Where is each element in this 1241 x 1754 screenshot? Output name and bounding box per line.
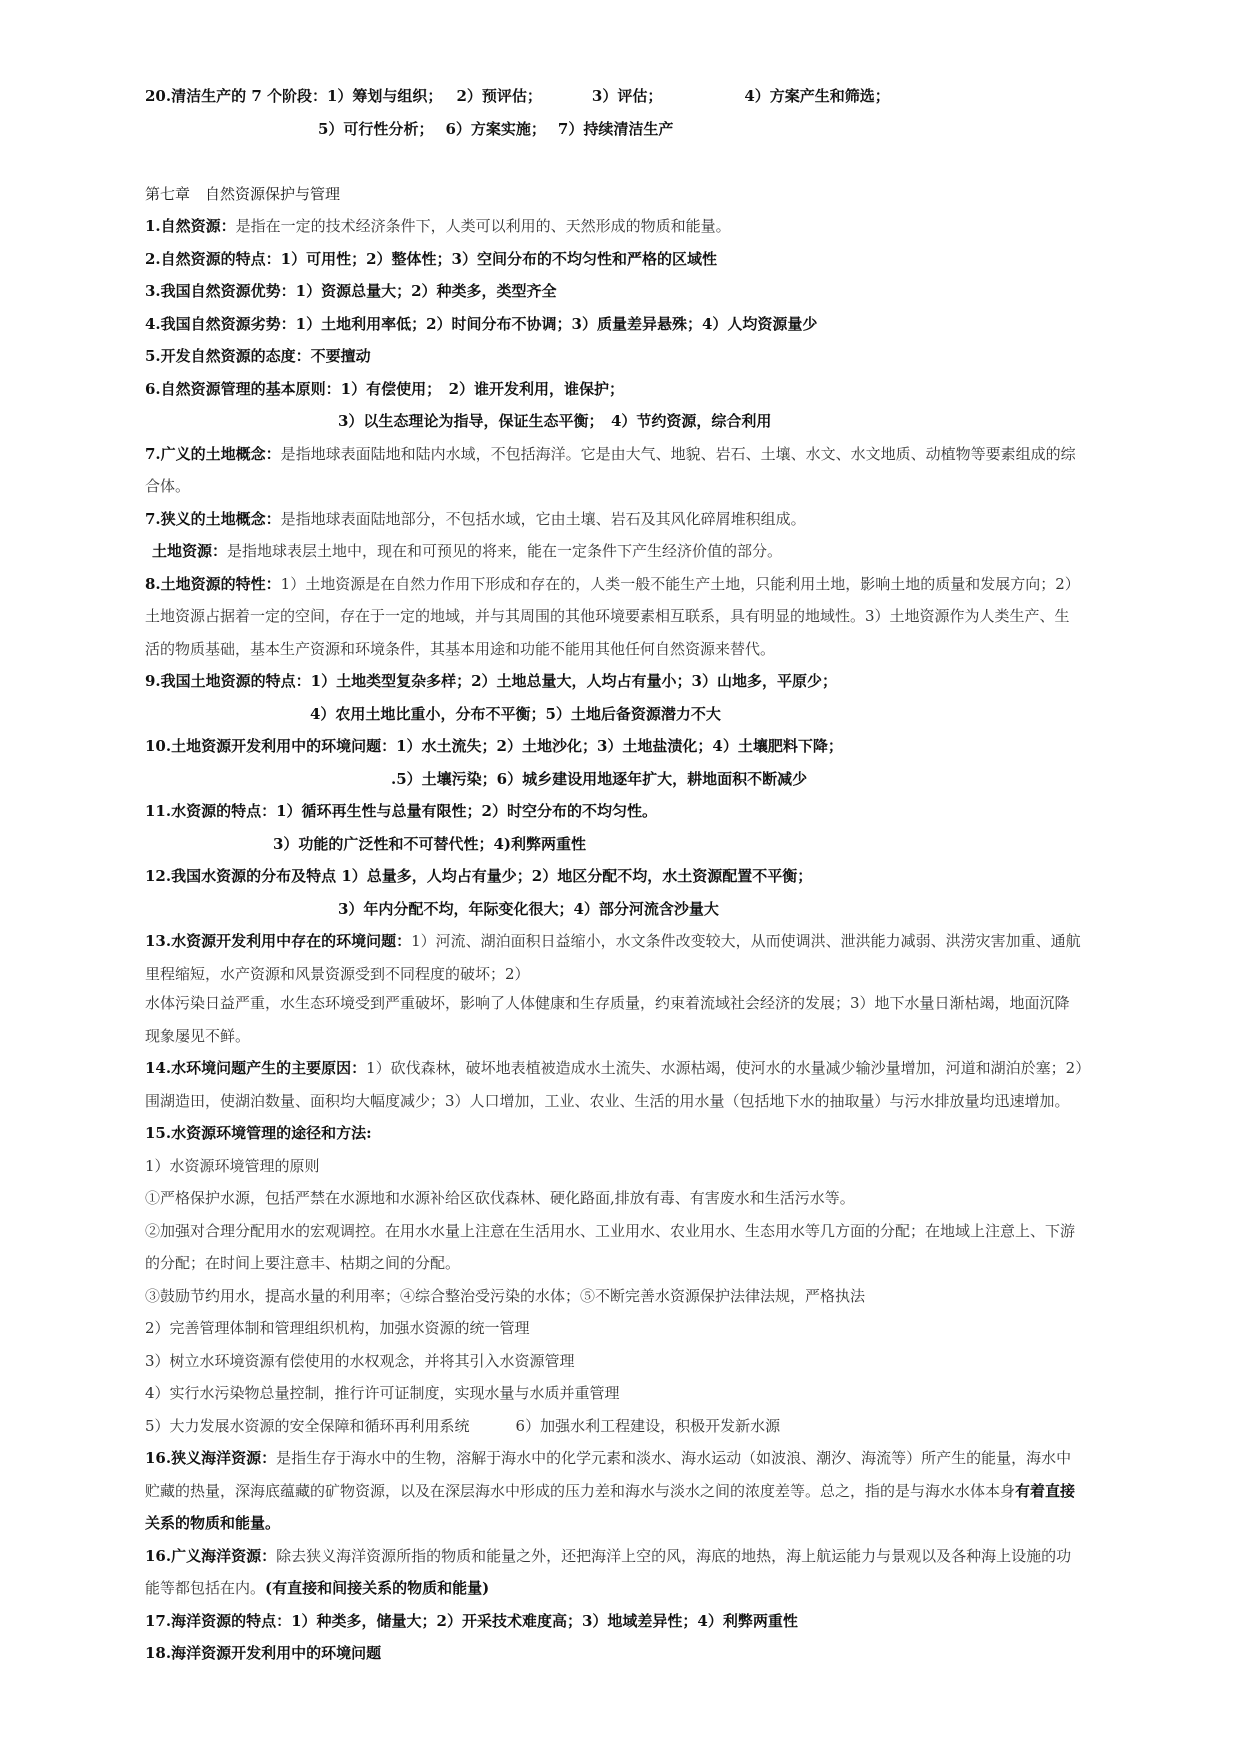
item-10-text2: .5）土壤污染；6）城乡建设用地逐年扩大，耕地面积不断减少 bbox=[391, 770, 808, 788]
land-resource-label: 土地资源： bbox=[152, 542, 228, 560]
stage-3: 3）评估； bbox=[591, 87, 663, 105]
item-15-p7 bbox=[145, 1383, 620, 1403]
chapter-title-text: 第七章 自然资源保护与管理 bbox=[145, 185, 341, 203]
item-7a-line1 bbox=[145, 444, 1076, 464]
item-15-p3a-text: ②加强对合理分配用水的宏观调控。在用水水量上注意在生活用水、工业用水、农业用水、生态用水等几方面的分配；在地域上注意上、下游 bbox=[145, 1222, 1076, 1240]
land-resource bbox=[152, 541, 782, 561]
item-15-label: 15.水资源环境管理的途径和方法: bbox=[145, 1124, 372, 1142]
item-12-text2: 3）年内分配不均，年际变化很大；4）部分河流含沙量大 bbox=[338, 900, 719, 918]
item-6-text2: 3）以生态理论为指导，保证生态平衡； 4）节约资源，综合利用 bbox=[338, 412, 772, 430]
item-5 bbox=[145, 346, 371, 366]
item-8-text2: 土地资源占据着一定的空间，存在于一定的地域，并与其周围的其他环境要素相互联系，具有明显的地域性。3）土地资源作为人类生产、生 bbox=[145, 607, 1070, 625]
item-13-line1 bbox=[145, 931, 1081, 951]
stage-5: 5）可行性分析； bbox=[318, 120, 434, 138]
item-7b-label: 7.狭义的土地概念： bbox=[145, 510, 281, 528]
item-16b-text2-bold: (有直接和间接关系的物质和能量) bbox=[265, 1579, 490, 1597]
item-20-line2 bbox=[318, 119, 673, 139]
item-16a-text2-bold: 有着直接 bbox=[1015, 1482, 1076, 1500]
item-15-p3b bbox=[145, 1253, 460, 1273]
item-13-text2: 里程缩短，水产资源和风景资源受到不同程度的破坏；2） bbox=[145, 965, 530, 983]
item-7a-text1: 是指地球表面陆地和陆内水域，不包括海洋。它是由大气、地貌、岩石、土壤、水文、水文地质、动植物等要素组成的综 bbox=[280, 445, 1076, 463]
item-2 bbox=[145, 249, 717, 269]
land-resource-text: 是指地球表层土地中，现在和可预见的将来，能在一定条件下产生经济价值的部分。 bbox=[227, 542, 783, 560]
item-10-line2 bbox=[391, 769, 807, 789]
item-11-text1: 11.水资源的特点：1）循环再生性与总量有限性；2）时空分布的不均匀性。 bbox=[145, 802, 657, 820]
item-3 bbox=[145, 281, 557, 301]
item-16a-line3 bbox=[145, 1513, 280, 1533]
item-5-text: 5.开发自然资源的态度：不要擅动 bbox=[145, 347, 371, 365]
item-8-label: 8.土地资源的特性： bbox=[145, 575, 281, 593]
item-2-text: 2.自然资源的特点：1）可用性；2）整体性；3）空间分布的不均匀性和严格的区域性 bbox=[145, 250, 717, 268]
item-11-text2: 3）功能的广泛性和不可替代性；4)利弊两重性 bbox=[273, 835, 586, 853]
item-13-label: 13.水资源开发利用中存在的环境问题： bbox=[145, 932, 412, 950]
item-9-text2: 4）农用土地比重小，分布不平衡；5）土地后备资源潜力不大 bbox=[310, 705, 721, 723]
item-16b-line1 bbox=[145, 1546, 1071, 1566]
item-4-text: 4.我国自然资源劣势：1）土地利用率低；2）时间分布不协调；3）质量差异悬殊；4）人均资源量少 bbox=[145, 315, 818, 333]
item-4 bbox=[145, 314, 817, 334]
item-10-line1 bbox=[145, 736, 843, 756]
item-16b-text1: 除去狭义海洋资源所指的物质和能量之外，还把海洋上空的风，海底的地热，海上航运能力与景观以及各种海上设施的功 bbox=[276, 1547, 1072, 1565]
item-16a-label: 16.狭义海洋资源： bbox=[145, 1449, 277, 1467]
item-18-text: 18.海洋资源开发利用中的环境问题 bbox=[145, 1644, 382, 1662]
item-6-text1: 6.自然资源管理的基本原则：1）有偿使用； 2）谁开发利用，谁保护； bbox=[145, 380, 625, 398]
chapter-title bbox=[145, 184, 340, 204]
item-15-p6 bbox=[145, 1351, 575, 1371]
item-16a-text2: 贮藏的热量，深海底蕴藏的矿物资源，以及在深层海水中形成的压力差和海水与淡水之间的浓度差等。总之，指的是与海水水体本身 bbox=[145, 1482, 1016, 1500]
item-10-text1: 10.土地资源开发利用中的环境问题：1）水土流失；2）土地沙化；3）土地盐渍化；4）土壤肥料下降； bbox=[145, 737, 843, 755]
item-15-p5 bbox=[145, 1318, 530, 1338]
item-7b bbox=[145, 509, 806, 529]
item-15-p3a bbox=[145, 1221, 1075, 1241]
item-6-line2 bbox=[338, 411, 771, 431]
item-20-label: 20.清洁生产的 7 个阶段： bbox=[145, 87, 327, 105]
item-15-p2 bbox=[145, 1188, 855, 1208]
stage-4: 4）方案产生和筛选； bbox=[744, 87, 890, 105]
item-13-line2 bbox=[145, 964, 530, 984]
item-17 bbox=[145, 1611, 798, 1631]
item-12-text1: 12.我国水资源的分布及特点 1）总量多，人均占有量少；2）地区分配不均，水土资源配置不平衡； bbox=[145, 867, 813, 885]
item-13-line4 bbox=[145, 1026, 250, 1046]
item-15-p3b-text: 的分配；在时间上要注意丰、枯期之间的分配。 bbox=[145, 1254, 461, 1272]
item-1-label: 1.自然资源： bbox=[145, 217, 236, 235]
item-14-label: 14.水环境问题产生的主要原因： bbox=[145, 1059, 367, 1077]
item-15-p8 bbox=[145, 1416, 780, 1436]
item-6-line1 bbox=[145, 379, 624, 399]
item-3-text: 3.我国自然资源优势：1）资源总量大；2）种类多，类型齐全 bbox=[145, 282, 557, 300]
item-9-line2 bbox=[310, 704, 721, 724]
item-11-line2 bbox=[273, 834, 586, 854]
item-14-line2 bbox=[145, 1091, 1070, 1111]
item-7a-text2: 合体。 bbox=[145, 477, 191, 495]
item-14-text1: 1）砍伐森林，破坏地表植被造成水土流失、水源枯竭，使河水的水量减少输沙量增加，河道和湖泊於塞；2） bbox=[366, 1059, 1091, 1077]
item-9-text1: 9.我国土地资源的特点：1）土地类型复杂多样；2）土地总量大，人均占有量小；3）山地多，平原少； bbox=[145, 672, 837, 690]
item-12-line2 bbox=[338, 899, 719, 919]
item-15-p8b-text: 6）加强水利工程建设，积极开发新水源 bbox=[515, 1417, 781, 1435]
item-18 bbox=[145, 1643, 381, 1663]
item-16a-line2 bbox=[145, 1481, 1075, 1501]
item-16b-label: 16.广义海洋资源： bbox=[145, 1547, 277, 1565]
item-13-text1: 1）河流、湖泊面积日益缩小，水文条件改变较大，从而使调洪、泄洪能力减弱、洪涝灾害加重、通航 bbox=[411, 932, 1081, 950]
item-14-line1 bbox=[145, 1058, 1090, 1078]
item-15-heading bbox=[145, 1123, 372, 1143]
item-7b-text: 是指地球表面陆地部分，不包括水域，它由土壤、岩石及其风化碎屑堆积组成。 bbox=[280, 510, 806, 528]
item-15-p1 bbox=[145, 1156, 320, 1176]
item-15-p5-text: 2）完善管理体制和管理组织机构，加强水资源的统一管理 bbox=[145, 1319, 530, 1337]
item-16a-line1 bbox=[145, 1448, 1071, 1468]
item-14-text2: 围湖造田，使湖泊数量、面积均大幅度减少；3）人口增加，工业、农业、生活的用水量（包括地下水的抽取量）与污水排放量均迅速增加。 bbox=[145, 1092, 1070, 1110]
item-15-p4 bbox=[145, 1286, 865, 1306]
item-13-text4: 现象屡见不鲜。 bbox=[145, 1027, 251, 1045]
item-7a-label: 7.广义的土地概念： bbox=[145, 445, 281, 463]
stage-7: 7）持续清洁生产 bbox=[557, 120, 674, 138]
item-8-line3 bbox=[145, 639, 775, 659]
item-8-text1: 1）土地资源是在自然力作用下形成和存在的，人类一般不能生产土地，只能利用土地，影响土地的质量和发展方向；2） bbox=[280, 575, 1080, 593]
item-1 bbox=[145, 216, 731, 236]
item-7a-line2 bbox=[145, 476, 190, 496]
item-15-p1-text: 1）水资源环境管理的原则 bbox=[145, 1157, 320, 1175]
item-8-line2 bbox=[145, 606, 1070, 626]
item-17-text: 17.海洋资源的特点：1）种类多，储量大；2）开采技术难度高；3）地域差异性；4）利弊两重性 bbox=[145, 1612, 798, 1630]
item-8-line1 bbox=[145, 574, 1080, 594]
item-13-text3: 水体污染日益严重，水生态环境受到严重破坏，影响了人体健康和生存质量，约束着流域社会经济的发展；3）地下水量日渐枯竭，地面沉降 bbox=[145, 994, 1070, 1012]
item-16b-line2 bbox=[145, 1578, 489, 1598]
item-15-p8a-text: 5）大力发展水资源的安全保障和循环再利用系统 bbox=[145, 1417, 470, 1435]
item-15-p2-text: ①严格保护水源，包括严禁在水源地和水源补给区砍伐森林、硬化路面,排放有毒、有害废水和生活污水等。 bbox=[145, 1189, 855, 1207]
item-1-text: 是指在一定的技术经济条件下，人类可以利用的、天然形成的物质和能量。 bbox=[235, 217, 731, 235]
stage-1: 1）筹划与组织； bbox=[326, 87, 443, 105]
item-20-line1 bbox=[145, 86, 890, 106]
item-8-text3: 活的物质基础，基本生产资源和环境条件，其基本用途和功能不能用其他任何自然资源来替代。 bbox=[145, 640, 776, 658]
stage-2: 2）预评估； bbox=[456, 87, 542, 105]
item-13-line3 bbox=[145, 993, 1070, 1013]
item-9-line1 bbox=[145, 671, 837, 691]
item-16a-text1: 是指生存于海水中的生物，溶解于海水中的化学元素和淡水、海水运动（如波浪、潮汐、海流等）所产生的能量，海水中 bbox=[276, 1449, 1072, 1467]
item-16a-text3: 关系的物质和能量。 bbox=[145, 1514, 281, 1532]
stage-6: 6）方案实施； bbox=[445, 120, 546, 138]
item-15-p4-text: ③鼓励节约用水，提高水量的利用率；④综合整治受污染的水体；⑤不断完善水资源保护法律法规，严格执法 bbox=[145, 1287, 866, 1305]
item-11-line1 bbox=[145, 801, 657, 821]
item-12-line1 bbox=[145, 866, 812, 886]
item-15-p6-text: 3）树立水环境资源有偿使用的水权观念，并将其引入水资源管理 bbox=[145, 1352, 575, 1370]
item-16b-text2: 能等都包括在内。 bbox=[145, 1579, 266, 1597]
item-15-p7-text: 4）实行水污染物总量控制，推行许可证制度，实现水量与水质并重管理 bbox=[145, 1384, 620, 1402]
